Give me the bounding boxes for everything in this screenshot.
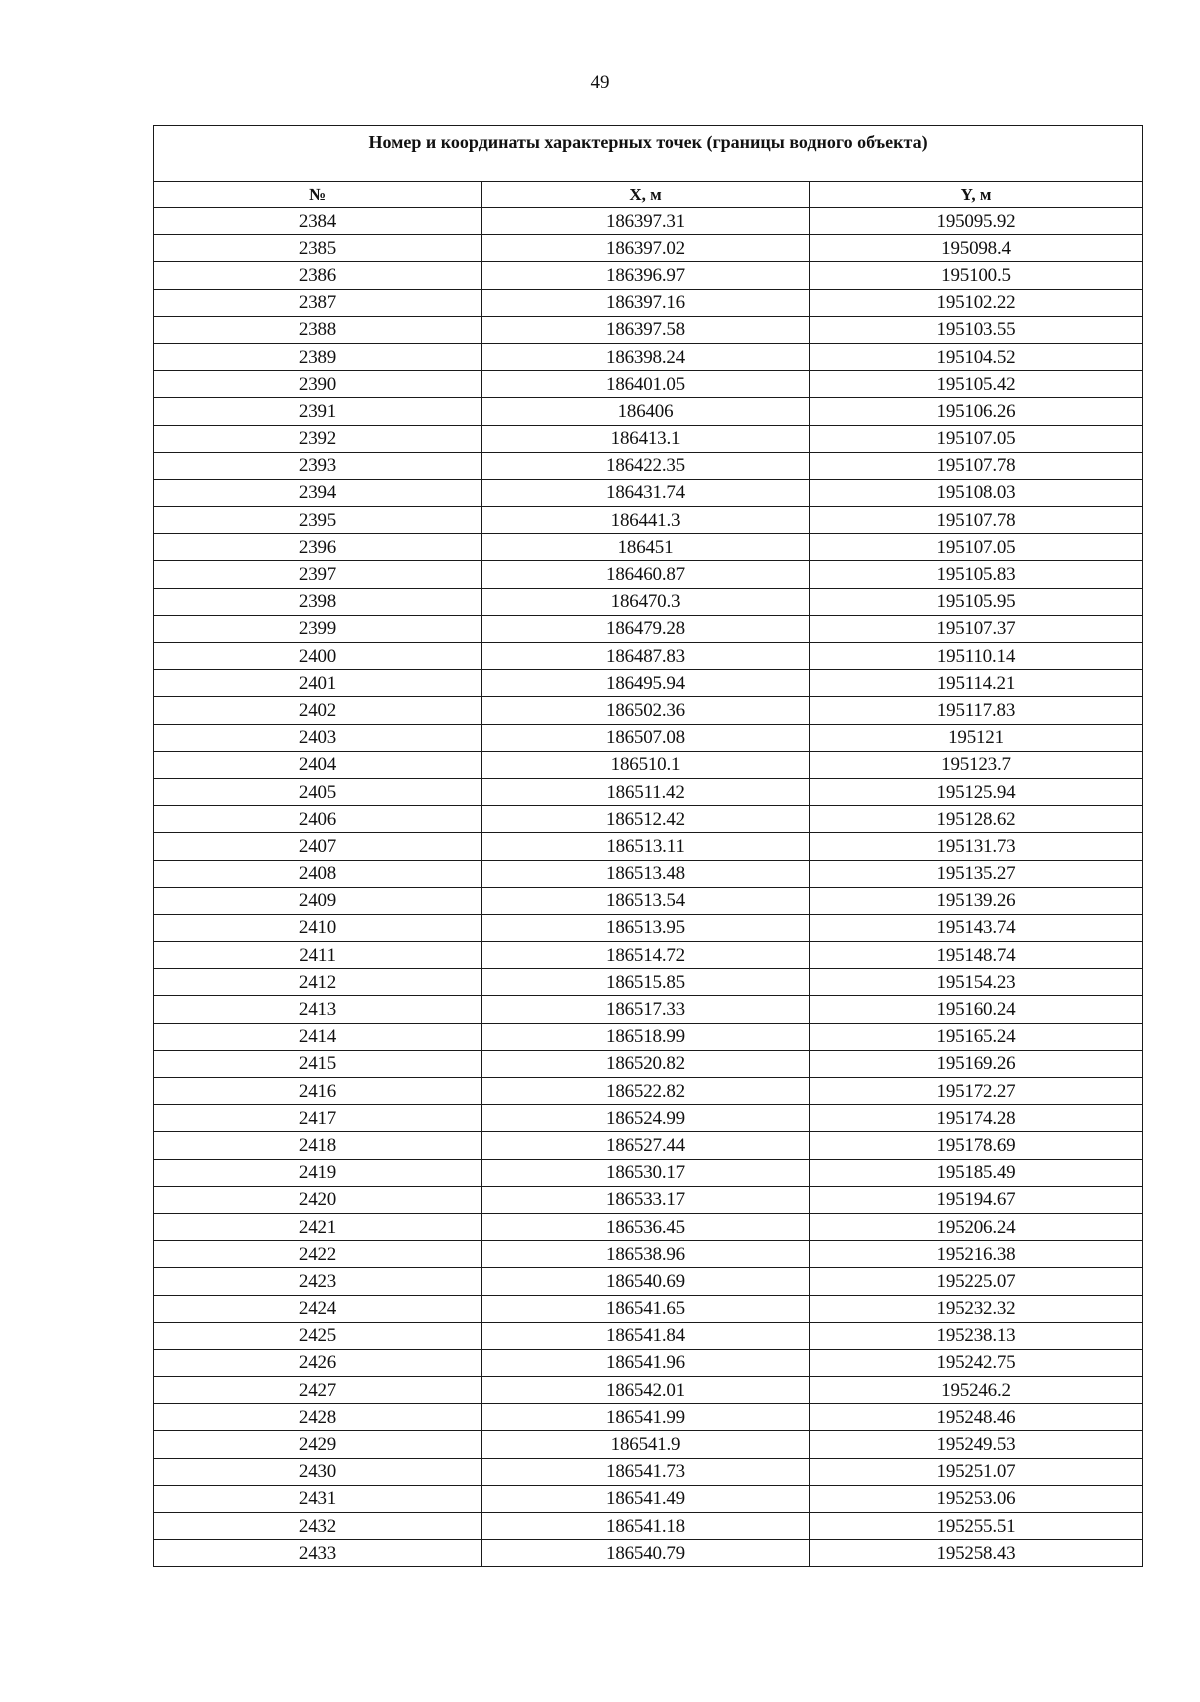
x-coordinate-cell: 186540.79 xyxy=(482,1540,810,1567)
table-row xyxy=(154,833,1143,860)
y-coordinate-cell: 195107.37 xyxy=(810,615,1143,642)
point-number-cell: 2397 xyxy=(154,561,482,588)
x-coordinate-cell: 186397.16 xyxy=(482,289,810,316)
table-row xyxy=(154,942,1143,969)
table-row xyxy=(154,887,1143,914)
table-row xyxy=(154,1377,1143,1404)
x-coordinate-cell: 186541.18 xyxy=(482,1513,810,1540)
x-coordinate-cell: 186513.48 xyxy=(482,860,810,887)
point-number-cell: 2388 xyxy=(154,316,482,343)
x-coordinate-cell: 186522.82 xyxy=(482,1078,810,1105)
table-row xyxy=(154,969,1143,996)
point-number-cell: 2426 xyxy=(154,1349,482,1376)
y-coordinate-cell: 195131.73 xyxy=(810,833,1143,860)
y-coordinate-cell: 195125.94 xyxy=(810,778,1143,805)
y-coordinate-cell: 195225.07 xyxy=(810,1268,1143,1295)
table-row xyxy=(154,751,1143,778)
point-number-cell: 2416 xyxy=(154,1078,482,1105)
y-coordinate-cell: 195114.21 xyxy=(810,670,1143,697)
y-coordinate-cell: 195107.05 xyxy=(810,425,1143,452)
y-coordinate-cell: 195105.83 xyxy=(810,561,1143,588)
point-number-cell: 2412 xyxy=(154,969,482,996)
point-number-cell: 2407 xyxy=(154,833,482,860)
x-coordinate-cell: 186470.3 xyxy=(482,588,810,615)
point-number-cell: 2420 xyxy=(154,1186,482,1213)
table-row xyxy=(154,1431,1143,1458)
y-coordinate-cell: 195169.26 xyxy=(810,1050,1143,1077)
x-coordinate-cell: 186396.97 xyxy=(482,262,810,289)
table-row xyxy=(154,1213,1143,1240)
point-number-cell: 2433 xyxy=(154,1540,482,1567)
x-coordinate-cell: 186520.82 xyxy=(482,1050,810,1077)
point-number-cell: 2419 xyxy=(154,1159,482,1186)
table-row xyxy=(154,670,1143,697)
y-coordinate-cell: 195172.27 xyxy=(810,1078,1143,1105)
y-coordinate-cell: 195251.07 xyxy=(810,1458,1143,1485)
table-row xyxy=(154,1132,1143,1159)
y-coordinate-cell: 195165.24 xyxy=(810,1023,1143,1050)
y-coordinate-cell: 195253.06 xyxy=(810,1485,1143,1512)
y-coordinate-cell: 195232.32 xyxy=(810,1295,1143,1322)
table-row xyxy=(154,1268,1143,1295)
y-coordinate-cell: 195108.03 xyxy=(810,479,1143,506)
table-title: Номер и координаты характерных точек (границы водного объекта) xyxy=(154,126,1143,182)
point-number-cell: 2404 xyxy=(154,751,482,778)
table-row xyxy=(154,1159,1143,1186)
point-number-cell: 2399 xyxy=(154,615,482,642)
table-row xyxy=(154,1023,1143,1050)
y-coordinate-cell: 195249.53 xyxy=(810,1431,1143,1458)
y-coordinate-cell: 195106.26 xyxy=(810,398,1143,425)
x-coordinate-cell: 186514.72 xyxy=(482,942,810,969)
point-number-cell: 2394 xyxy=(154,479,482,506)
point-number-cell: 2401 xyxy=(154,670,482,697)
table-row xyxy=(154,724,1143,751)
table-row xyxy=(154,1078,1143,1105)
y-coordinate-cell: 195248.46 xyxy=(810,1404,1143,1431)
point-number-cell: 2418 xyxy=(154,1132,482,1159)
y-coordinate-cell: 195185.49 xyxy=(810,1159,1143,1186)
x-coordinate-cell: 186533.17 xyxy=(482,1186,810,1213)
table-row xyxy=(154,479,1143,506)
x-coordinate-cell: 186495.94 xyxy=(482,670,810,697)
point-number-cell: 2389 xyxy=(154,343,482,370)
point-number-cell: 2411 xyxy=(154,942,482,969)
x-coordinate-cell: 186530.17 xyxy=(482,1159,810,1186)
column-header-y: Y, м xyxy=(810,182,1143,208)
point-number-cell: 2385 xyxy=(154,235,482,262)
point-number-cell: 2395 xyxy=(154,507,482,534)
y-coordinate-cell: 195105.95 xyxy=(810,588,1143,615)
table-row xyxy=(154,343,1143,370)
y-coordinate-cell: 195174.28 xyxy=(810,1105,1143,1132)
x-coordinate-cell: 186538.96 xyxy=(482,1241,810,1268)
y-coordinate-cell: 195135.27 xyxy=(810,860,1143,887)
x-coordinate-cell: 186441.3 xyxy=(482,507,810,534)
x-coordinate-cell: 186413.1 xyxy=(482,425,810,452)
y-coordinate-cell: 195121 xyxy=(810,724,1143,751)
point-number-cell: 2424 xyxy=(154,1295,482,1322)
y-coordinate-cell: 195128.62 xyxy=(810,806,1143,833)
page-number: 49 xyxy=(590,72,610,93)
point-number-cell: 2400 xyxy=(154,643,482,670)
point-number-cell: 2427 xyxy=(154,1377,482,1404)
y-coordinate-cell: 195160.24 xyxy=(810,996,1143,1023)
table-row xyxy=(154,806,1143,833)
point-number-cell: 2432 xyxy=(154,1513,482,1540)
x-coordinate-cell: 186524.99 xyxy=(482,1105,810,1132)
x-coordinate-cell: 186460.87 xyxy=(482,561,810,588)
x-coordinate-cell: 186517.33 xyxy=(482,996,810,1023)
table-row xyxy=(154,1540,1143,1567)
x-coordinate-cell: 186541.73 xyxy=(482,1458,810,1485)
point-number-cell: 2392 xyxy=(154,425,482,452)
point-number-cell: 2410 xyxy=(154,914,482,941)
table-row xyxy=(154,1295,1143,1322)
y-coordinate-cell: 195104.52 xyxy=(810,343,1143,370)
x-coordinate-cell: 186479.28 xyxy=(482,615,810,642)
point-number-cell: 2393 xyxy=(154,452,482,479)
x-coordinate-cell: 186397.31 xyxy=(482,208,810,235)
x-coordinate-cell: 186541.96 xyxy=(482,1349,810,1376)
y-coordinate-cell: 195206.24 xyxy=(810,1213,1143,1240)
x-coordinate-cell: 186541.49 xyxy=(482,1485,810,1512)
table-row xyxy=(154,1513,1143,1540)
x-coordinate-cell: 186451 xyxy=(482,534,810,561)
x-coordinate-cell: 186502.36 xyxy=(482,697,810,724)
x-coordinate-cell: 186541.9 xyxy=(482,1431,810,1458)
y-coordinate-cell: 195194.67 xyxy=(810,1186,1143,1213)
point-number-cell: 2430 xyxy=(154,1458,482,1485)
x-coordinate-cell: 186518.99 xyxy=(482,1023,810,1050)
table-header-row xyxy=(154,182,1143,208)
point-number-cell: 2422 xyxy=(154,1241,482,1268)
x-coordinate-cell: 186510.1 xyxy=(482,751,810,778)
x-coordinate-cell: 186541.84 xyxy=(482,1322,810,1349)
table-row xyxy=(154,262,1143,289)
x-coordinate-cell: 186542.01 xyxy=(482,1377,810,1404)
point-number-cell: 2408 xyxy=(154,860,482,887)
x-coordinate-cell: 186406 xyxy=(482,398,810,425)
x-coordinate-cell: 186431.74 xyxy=(482,479,810,506)
x-coordinate-cell: 186511.42 xyxy=(482,778,810,805)
table-row xyxy=(154,425,1143,452)
point-number-cell: 2417 xyxy=(154,1105,482,1132)
x-coordinate-cell: 186536.45 xyxy=(482,1213,810,1240)
point-number-cell: 2386 xyxy=(154,262,482,289)
x-coordinate-cell: 186513.95 xyxy=(482,914,810,941)
x-coordinate-cell: 186540.69 xyxy=(482,1268,810,1295)
point-number-cell: 2414 xyxy=(154,1023,482,1050)
x-coordinate-cell: 186397.58 xyxy=(482,316,810,343)
y-coordinate-cell: 195148.74 xyxy=(810,942,1143,969)
point-number-cell: 2405 xyxy=(154,778,482,805)
y-coordinate-cell: 195178.69 xyxy=(810,1132,1143,1159)
table-row xyxy=(154,316,1143,343)
point-number-cell: 2415 xyxy=(154,1050,482,1077)
y-coordinate-cell: 195123.7 xyxy=(810,751,1143,778)
x-coordinate-cell: 186541.65 xyxy=(482,1295,810,1322)
point-number-cell: 2384 xyxy=(154,208,482,235)
table-row xyxy=(154,1186,1143,1213)
column-header-number: № xyxy=(154,182,482,208)
table-row xyxy=(154,208,1143,235)
table-row xyxy=(154,452,1143,479)
table-row xyxy=(154,914,1143,941)
y-coordinate-cell: 195154.23 xyxy=(810,969,1143,996)
table-row xyxy=(154,1349,1143,1376)
y-coordinate-cell: 195102.22 xyxy=(810,289,1143,316)
point-number-cell: 2425 xyxy=(154,1322,482,1349)
point-number-cell: 2428 xyxy=(154,1404,482,1431)
table-row xyxy=(154,615,1143,642)
y-coordinate-cell: 195095.92 xyxy=(810,208,1143,235)
point-number-cell: 2391 xyxy=(154,398,482,425)
y-coordinate-cell: 195143.74 xyxy=(810,914,1143,941)
table-row xyxy=(154,235,1143,262)
x-coordinate-cell: 186527.44 xyxy=(482,1132,810,1159)
y-coordinate-cell: 195107.78 xyxy=(810,507,1143,534)
y-coordinate-cell: 195117.83 xyxy=(810,697,1143,724)
x-coordinate-cell: 186512.42 xyxy=(482,806,810,833)
x-coordinate-cell: 186397.02 xyxy=(482,235,810,262)
table-title-row xyxy=(154,126,1143,182)
point-number-cell: 2406 xyxy=(154,806,482,833)
column-header-x: X, м xyxy=(482,182,810,208)
y-coordinate-cell: 195107.05 xyxy=(810,534,1143,561)
x-coordinate-cell: 186513.11 xyxy=(482,833,810,860)
table-row xyxy=(154,996,1143,1023)
table-row xyxy=(154,534,1143,561)
table-row xyxy=(154,507,1143,534)
table-row xyxy=(154,1241,1143,1268)
x-coordinate-cell: 186398.24 xyxy=(482,343,810,370)
point-number-cell: 2423 xyxy=(154,1268,482,1295)
y-coordinate-cell: 195098.4 xyxy=(810,235,1143,262)
y-coordinate-cell: 195107.78 xyxy=(810,452,1143,479)
table-row xyxy=(154,697,1143,724)
point-number-cell: 2398 xyxy=(154,588,482,615)
point-number-cell: 2387 xyxy=(154,289,482,316)
x-coordinate-cell: 186507.08 xyxy=(482,724,810,751)
table-row xyxy=(154,1105,1143,1132)
point-number-cell: 2396 xyxy=(154,534,482,561)
table-row xyxy=(154,860,1143,887)
table-row xyxy=(154,561,1143,588)
table-body xyxy=(154,208,1143,1567)
x-coordinate-cell: 186513.54 xyxy=(482,887,810,914)
table-row xyxy=(154,1485,1143,1512)
table-row xyxy=(154,398,1143,425)
y-coordinate-cell: 195255.51 xyxy=(810,1513,1143,1540)
point-number-cell: 2390 xyxy=(154,371,482,398)
point-number-cell: 2431 xyxy=(154,1485,482,1512)
table-row xyxy=(154,1458,1143,1485)
table-row xyxy=(154,778,1143,805)
y-coordinate-cell: 195258.43 xyxy=(810,1540,1143,1567)
point-number-cell: 2413 xyxy=(154,996,482,1023)
y-coordinate-cell: 195242.75 xyxy=(810,1349,1143,1376)
y-coordinate-cell: 195238.13 xyxy=(810,1322,1143,1349)
point-number-cell: 2402 xyxy=(154,697,482,724)
table-row xyxy=(154,1404,1143,1431)
x-coordinate-cell: 186401.05 xyxy=(482,371,810,398)
y-coordinate-cell: 195110.14 xyxy=(810,643,1143,670)
table-row xyxy=(154,289,1143,316)
table-row xyxy=(154,1322,1143,1349)
y-coordinate-cell: 195246.2 xyxy=(810,1377,1143,1404)
x-coordinate-cell: 186541.99 xyxy=(482,1404,810,1431)
y-coordinate-cell: 195105.42 xyxy=(810,371,1143,398)
table-row xyxy=(154,371,1143,398)
y-coordinate-cell: 195100.5 xyxy=(810,262,1143,289)
point-number-cell: 2403 xyxy=(154,724,482,751)
table-row xyxy=(154,588,1143,615)
table-row xyxy=(154,1050,1143,1077)
x-coordinate-cell: 186487.83 xyxy=(482,643,810,670)
y-coordinate-cell: 195103.55 xyxy=(810,316,1143,343)
x-coordinate-cell: 186422.35 xyxy=(482,452,810,479)
coordinates-table xyxy=(153,125,1143,1567)
point-number-cell: 2421 xyxy=(154,1213,482,1240)
point-number-cell: 2409 xyxy=(154,887,482,914)
x-coordinate-cell: 186515.85 xyxy=(482,969,810,996)
table-row xyxy=(154,643,1143,670)
point-number-cell: 2429 xyxy=(154,1431,482,1458)
y-coordinate-cell: 195216.38 xyxy=(810,1241,1143,1268)
y-coordinate-cell: 195139.26 xyxy=(810,887,1143,914)
